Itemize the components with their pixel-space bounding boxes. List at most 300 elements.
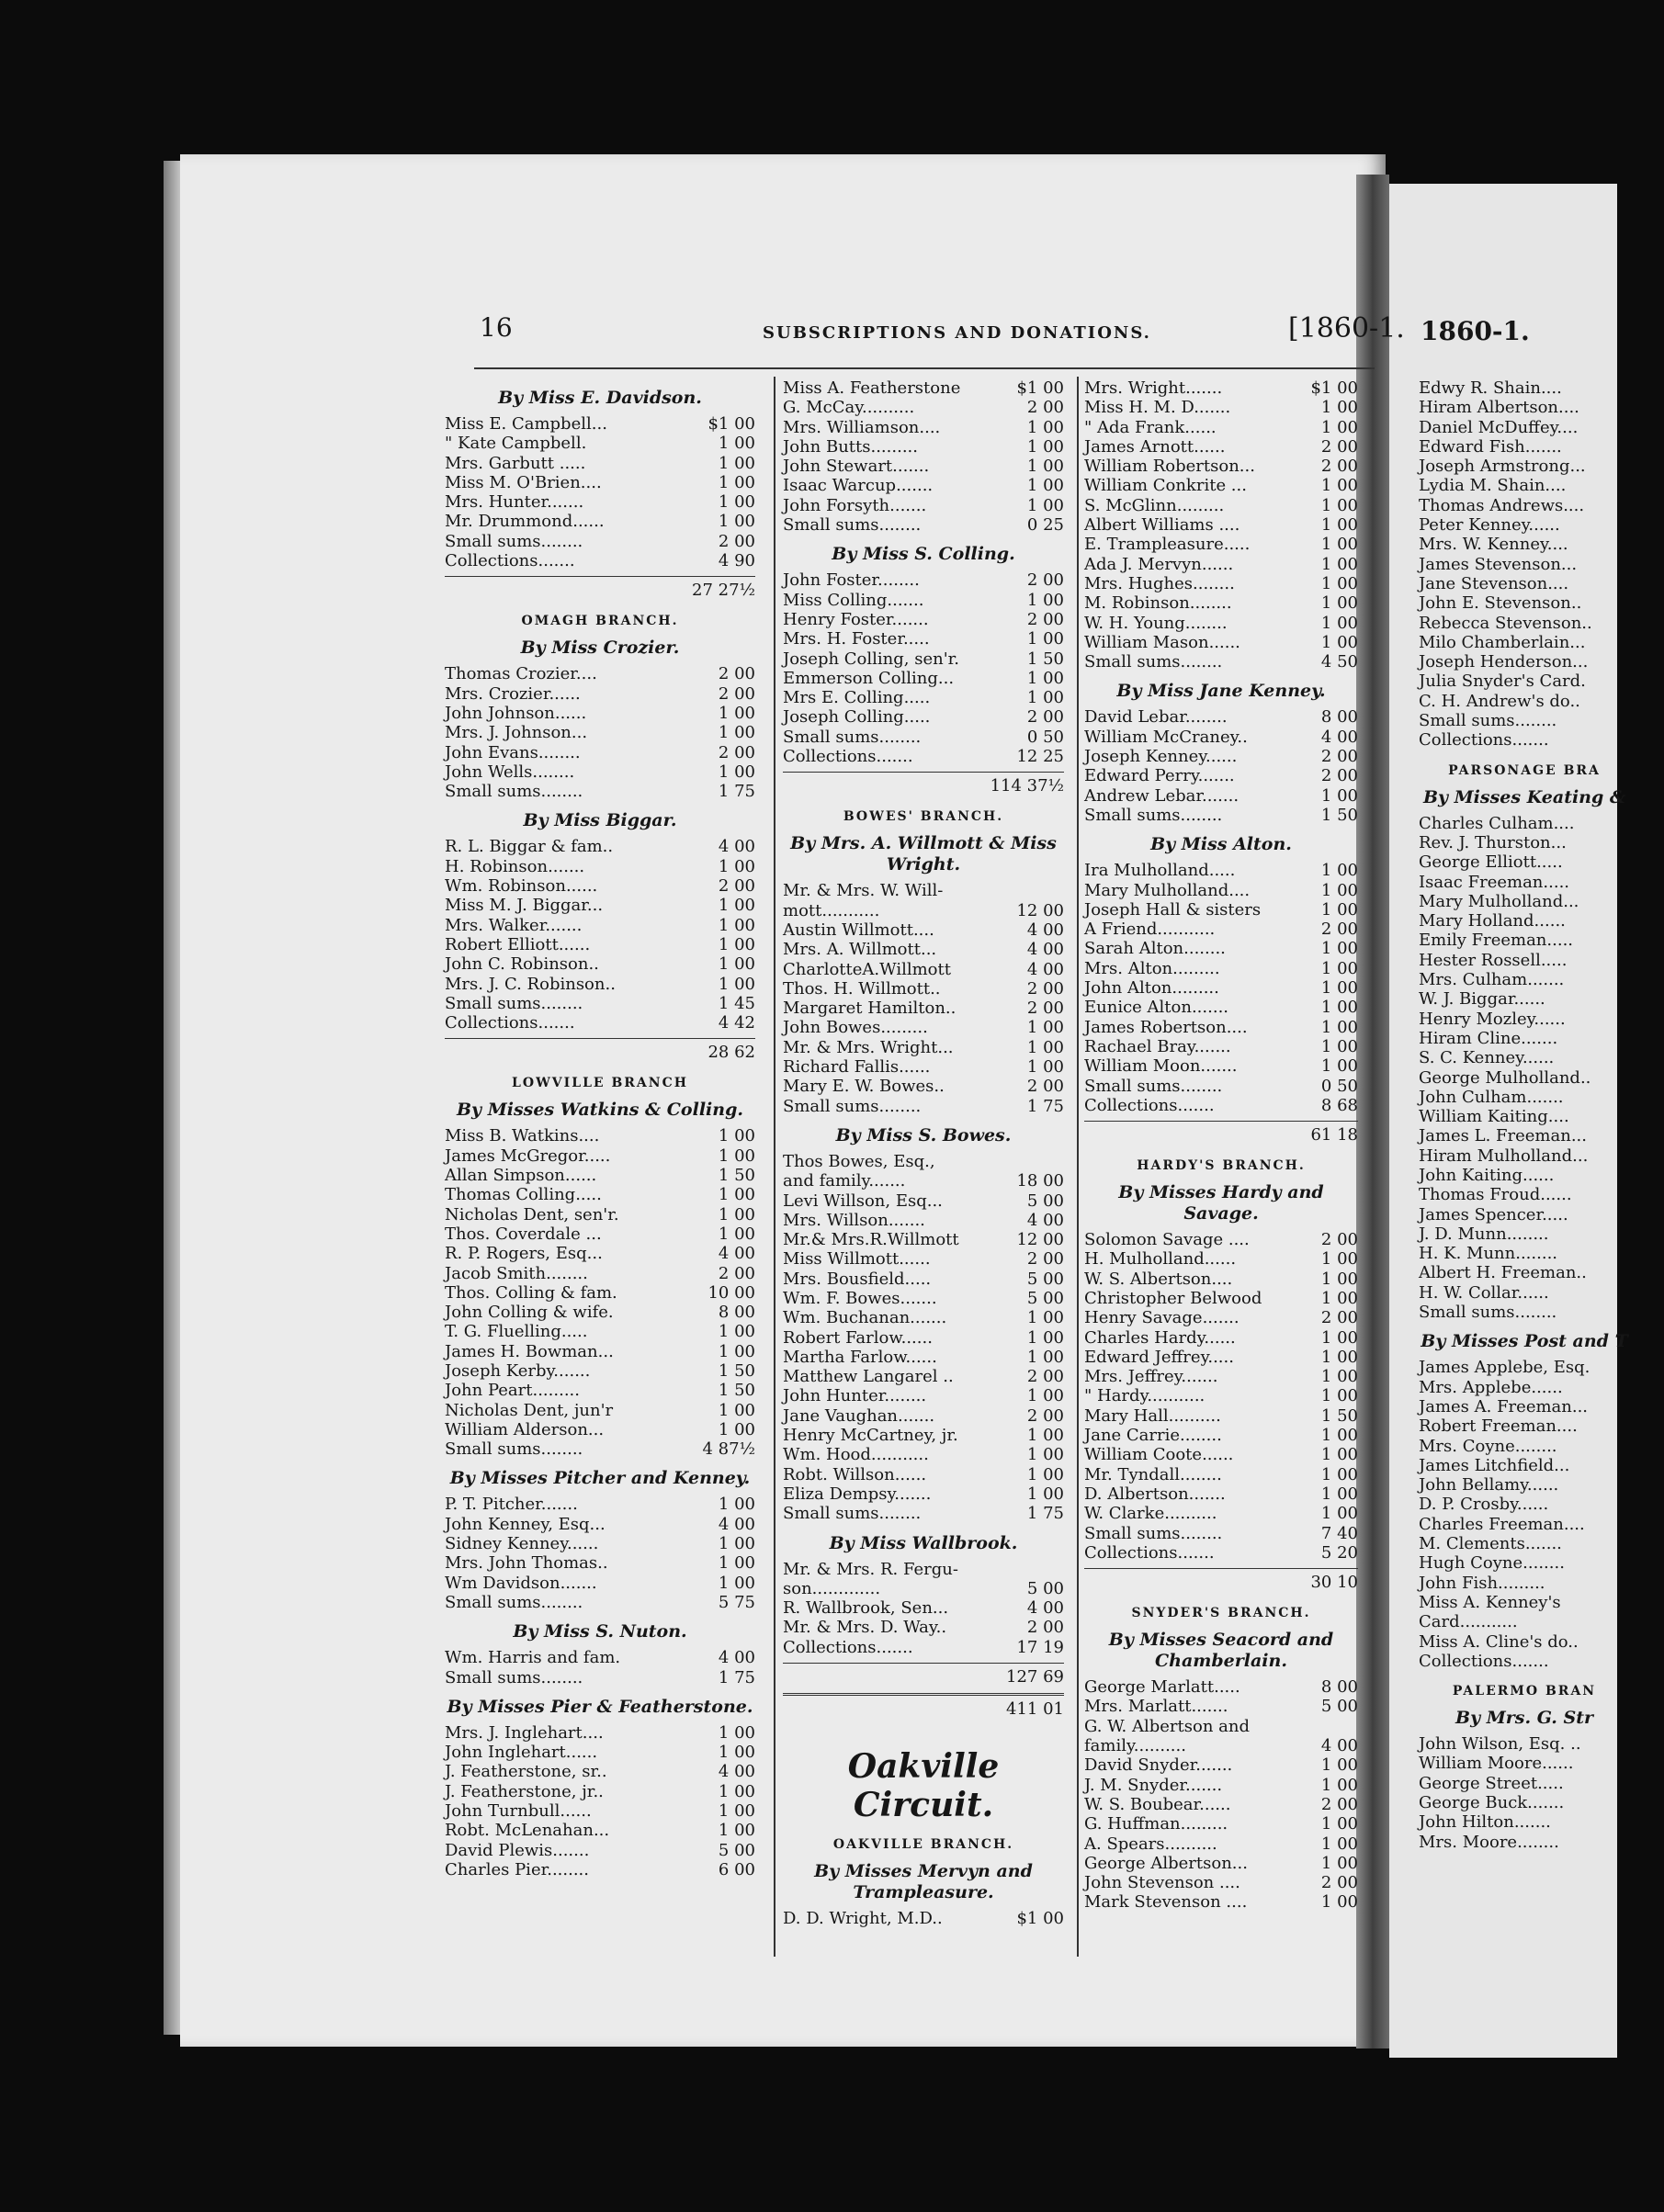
donor-name: Mary Mulholland... — [1419, 891, 1579, 911]
donor-name: Emily Freeman..... — [1419, 931, 1574, 951]
donation-row — [1084, 900, 1358, 920]
donation-row — [1084, 1795, 1358, 1814]
donor-name: and family....... — [783, 1171, 906, 1191]
donation-amount: 1 00 — [1026, 1426, 1064, 1446]
donor-name: Collections....... — [1419, 730, 1549, 750]
donation-amount — [1564, 1774, 1636, 1793]
donor-name: John Turnbull...... — [445, 1801, 592, 1822]
donation-amount: 1 00 — [1320, 1504, 1358, 1524]
subtotal-value: 61 18 — [1310, 1125, 1358, 1146]
donation-row — [445, 1495, 755, 1514]
donation-amount: $1 00 — [1016, 1909, 1064, 1929]
donation-row — [1419, 1593, 1630, 1612]
donation-amount: 1 00 — [718, 1126, 755, 1146]
donor-name: H. K. Munn........ — [1419, 1244, 1558, 1264]
donation-amount: 10 00 — [707, 1282, 755, 1303]
donor-name: John Wells........ — [445, 762, 575, 782]
donation-row — [1419, 1088, 1630, 1107]
donation-amount: 4 00 — [1026, 959, 1064, 979]
donor-name: Card........... — [1419, 1612, 1518, 1632]
donation-row — [445, 1593, 755, 1612]
donation-row — [1419, 833, 1630, 852]
donor-name: D. Albertson....... — [1084, 1484, 1226, 1504]
donor-name: James Applebe, Esq. — [1419, 1358, 1590, 1378]
donation-row — [1084, 1426, 1358, 1445]
donation-amount: 2 00 — [1026, 1618, 1064, 1638]
donation-amount: 1 00 — [1320, 495, 1358, 515]
donation-row — [1419, 1358, 1630, 1377]
donor-name: Mrs. Culham....... — [1419, 970, 1565, 990]
donor-name: Joseph Henderson... — [1419, 652, 1589, 672]
donation-row — [1084, 1834, 1358, 1854]
donation-amount: 1 00 — [718, 896, 755, 916]
donor-name: Wm Davidson....... — [445, 1573, 597, 1593]
donation-amount: 2 00 — [1320, 920, 1358, 940]
donation-row — [1084, 1504, 1358, 1523]
donation-amount — [1559, 1833, 1631, 1852]
donation-amount: 1 00 — [1320, 632, 1358, 652]
donation-amount: 12 00 — [1016, 1230, 1064, 1250]
donation-amount: 1 00 — [1320, 573, 1358, 593]
donation-row — [1084, 535, 1358, 554]
donation-row — [783, 1191, 1064, 1211]
donation-row — [1084, 457, 1358, 476]
donor-name: Edwy R. Shain.... — [1419, 378, 1562, 398]
donor-name: Mrs. Wright....... — [1084, 378, 1223, 398]
donor-name: Miss Willmott...... — [783, 1249, 931, 1270]
donor-name: Mr. Drummond...... — [445, 512, 605, 532]
donor-name: Small sums........ — [445, 993, 583, 1013]
donor-name: Small sums........ — [783, 1096, 922, 1116]
donation-row — [1419, 672, 1630, 691]
donor-name: Eunice Alton....... — [1084, 998, 1229, 1018]
donation-amount — [1558, 1029, 1630, 1048]
donation-row — [445, 434, 755, 453]
donor-name: Edward Jeffrey..... — [1084, 1347, 1234, 1367]
donation-row — [783, 1230, 1064, 1249]
donor-name: Jane Vaughan....... — [783, 1405, 935, 1426]
donation-amount: 1 00 — [1026, 417, 1064, 437]
donation-row — [1084, 555, 1358, 574]
donation-row — [1419, 476, 1630, 495]
donation-amount — [1590, 1358, 1661, 1377]
donation-row — [445, 975, 755, 994]
donation-row — [1084, 515, 1358, 535]
donation-row — [1419, 418, 1630, 437]
donation-row — [1419, 535, 1630, 554]
donor-name: Robert Farlow...... — [783, 1327, 933, 1348]
donation-row — [1084, 1270, 1358, 1289]
donor-name: Thomas Crozier.... — [445, 664, 597, 684]
donation-row — [1084, 1037, 1358, 1056]
branch-heading: LOWVILLE BRANCH — [512, 1076, 688, 1091]
donation-amount — [1567, 951, 1638, 970]
donation-amount: 4 42 — [718, 1013, 755, 1033]
donor-name: Robert Freeman.... — [1419, 1416, 1578, 1437]
donor-name: John Stewart....... — [783, 457, 930, 477]
donor-name: Joseph Colling, sen'r. — [783, 649, 959, 669]
donor-name: Mrs. Alton......... — [1084, 958, 1220, 978]
donation-amount — [1558, 1048, 1630, 1067]
donation-row — [1419, 1437, 1630, 1456]
facing-page-year: 1860-1. — [1421, 316, 1530, 346]
donation-amount: 2 00 — [1320, 457, 1358, 477]
donor-name: Mrs. H. Foster..... — [783, 629, 930, 649]
donation-amount: 4 00 — [1320, 1736, 1358, 1756]
donation-amount: 1 00 — [718, 512, 755, 532]
donation-row — [783, 1426, 1064, 1445]
donor-name: Collections....... — [445, 1013, 575, 1033]
donor-name: Joseph Hall & sisters — [1084, 899, 1262, 920]
donation-row — [1419, 1397, 1630, 1416]
donation-amount: 1 00 — [1320, 398, 1358, 418]
donation-amount: 1 50 — [718, 1166, 755, 1186]
donor-name: H. Mulholland...... — [1084, 1249, 1237, 1270]
donor-name: Thos Bowes, Esq., — [783, 1151, 935, 1171]
donor-name: Joseph Colling..... — [783, 707, 931, 728]
donation-amount: 1 00 — [718, 723, 755, 743]
donor-name: Mr. Tyndall........ — [1084, 1464, 1222, 1484]
donor-name: Sarah Alton........ — [1084, 939, 1226, 959]
donation-amount: 5 00 — [1026, 1578, 1064, 1598]
donation-amount: 1 00 — [1026, 436, 1064, 457]
donation-amount: 1 00 — [1320, 1426, 1358, 1446]
donor-name: Ada J. Mervyn...... — [1084, 554, 1234, 574]
donor-name: Robt. Willson...... — [783, 1464, 927, 1484]
donation-amount: 7 40 — [1320, 1523, 1358, 1543]
column-divider — [1077, 377, 1079, 1957]
donation-row — [445, 876, 755, 896]
donation-row — [445, 1401, 755, 1420]
collector-heading: By Misses Watkins & Colling. — [457, 1100, 743, 1121]
donation-amount: 8 00 — [718, 1303, 755, 1323]
donation-row — [1084, 574, 1358, 593]
donation-amount — [1586, 457, 1658, 476]
donation-amount: 4 87½ — [702, 1439, 755, 1460]
donation-amount: 1 00 — [1320, 1327, 1358, 1348]
column-4-facing — [1419, 378, 1630, 1852]
donor-name: Jacob Smith........ — [445, 1263, 588, 1283]
donation-amount: 4 00 — [718, 1244, 755, 1264]
donation-amount: 1 00 — [718, 1322, 755, 1342]
donation-amount: 2 00 — [718, 742, 755, 762]
donation-amount: 1 50 — [1320, 1405, 1358, 1426]
donation-row — [445, 1801, 755, 1821]
donor-name: Small sums........ — [1084, 805, 1223, 825]
donation-row — [783, 1909, 1064, 1928]
donation-row — [1084, 1406, 1358, 1426]
branch-heading: HARDY'S BRANCH. — [1137, 1158, 1306, 1174]
donation-amount: 2 00 — [1320, 1308, 1358, 1328]
donor-name: James Stevenson... — [1419, 554, 1578, 574]
donor-name: Mrs. Moore........ — [1419, 1832, 1559, 1852]
donor-name: William Kaiting.... — [1419, 1107, 1569, 1127]
donor-name: Miss Colling....... — [783, 590, 924, 610]
donor-name: Albert H. Freeman.. — [1419, 1263, 1587, 1283]
donation-amount: 1 75 — [718, 1667, 755, 1687]
donor-name: family.......... — [1084, 1736, 1186, 1756]
donation-amount — [1558, 1812, 1630, 1832]
donation-amount: 1 00 — [718, 1341, 755, 1361]
donation-amount — [992, 881, 1064, 900]
donation-amount: 1 00 — [718, 1743, 755, 1763]
donor-name: John Bowes......... — [783, 1018, 928, 1038]
donor-name: William Conkrite ... — [1084, 476, 1247, 496]
donation-amount — [1588, 652, 1659, 672]
donor-name: Mrs. Marlatt....... — [1084, 1697, 1228, 1717]
donor-name: John Peart......... — [445, 1381, 580, 1401]
donation-row — [1084, 614, 1358, 633]
donor-name: John Stevenson .... — [1084, 1873, 1240, 1893]
column-2 — [783, 378, 1064, 1928]
donor-name: John Hunter........ — [783, 1386, 927, 1406]
donation-row — [1084, 1677, 1358, 1697]
donation-amount: 4 00 — [718, 1648, 755, 1668]
donor-name: Small sums........ — [445, 1667, 583, 1687]
donor-name: Isaac Freeman..... — [1419, 872, 1570, 892]
donation-amount: 1 75 — [1026, 1504, 1064, 1524]
donation-amount — [1286, 1717, 1358, 1736]
donation-amount — [1579, 892, 1650, 911]
donor-name: John Culham....... — [1419, 1087, 1564, 1107]
donation-amount — [1592, 614, 1664, 633]
donor-name: Joseph Armstrong... — [1419, 457, 1586, 477]
donation-row — [1084, 747, 1358, 766]
donation-amount: 1 00 — [1320, 939, 1358, 959]
donation-row — [783, 999, 1064, 1018]
donor-name: Milo Chamberlain... — [1419, 632, 1586, 652]
donor-name: Robt. McLenahan... — [445, 1821, 610, 1841]
donor-name: Mrs. Walker....... — [445, 915, 583, 935]
donation-row — [1419, 1632, 1630, 1652]
donation-amount: 1 00 — [1026, 629, 1064, 649]
donation-amount: 0 50 — [1026, 727, 1064, 747]
donation-amount: 1 00 — [1026, 495, 1064, 515]
donation-amount — [1566, 911, 1637, 931]
donation-row — [1084, 1697, 1358, 1716]
donation-row — [783, 960, 1064, 979]
donor-name: Collections....... — [1084, 1095, 1215, 1115]
donation-row — [445, 1515, 755, 1534]
donation-row — [783, 496, 1064, 515]
donation-row — [1084, 728, 1358, 747]
collector-heading: By Miss Jane Kenney. — [1116, 681, 1326, 702]
donation-amount: 1 00 — [1320, 1036, 1358, 1056]
donor-name: W. J. Biggar...... — [1419, 989, 1545, 1010]
donation-amount: 1 00 — [718, 1419, 755, 1439]
donation-row — [1419, 1244, 1630, 1263]
donation-row — [445, 1322, 755, 1341]
donation-amount: 1 00 — [1320, 899, 1358, 920]
donation-row — [783, 1289, 1064, 1308]
donation-amount: 5 00 — [1320, 1697, 1358, 1717]
donor-name: John Bellamy...... — [1419, 1475, 1559, 1495]
donation-row — [1084, 1873, 1358, 1892]
donor-name: John Colling & wife. — [445, 1303, 614, 1323]
donation-row — [1084, 1755, 1358, 1775]
donation-amount: 1 00 — [1320, 1445, 1358, 1465]
donation-amount — [1566, 1010, 1637, 1029]
donation-amount — [1574, 814, 1646, 833]
donor-name: Collections....... — [1084, 1542, 1215, 1563]
donation-row — [1419, 1010, 1630, 1029]
donor-name: Small sums........ — [445, 1592, 583, 1612]
subtotal-value: 127 69 — [1006, 1667, 1064, 1687]
subtotal-value: 27 27½ — [692, 581, 755, 601]
donation-row — [1084, 806, 1358, 825]
donor-name: Mrs. Coyne........ — [1419, 1436, 1557, 1456]
donation-row — [1419, 1107, 1630, 1126]
donation-amount: $1 00 — [1310, 378, 1358, 398]
donation-amount — [1565, 1553, 1636, 1573]
donation-row — [783, 1308, 1064, 1327]
donor-name: Small sums........ — [1084, 1523, 1223, 1543]
donation-amount: 8 68 — [1320, 1095, 1358, 1115]
donation-amount: 1 00 — [1026, 688, 1064, 708]
donor-name: Edward Fish....... — [1419, 436, 1562, 457]
donor-name: Mary Hall.......... — [1084, 1405, 1221, 1426]
donor-name: John Hilton....... — [1419, 1812, 1551, 1833]
donation-row — [445, 512, 755, 531]
donor-name: " Kate Campbell. — [445, 434, 587, 454]
donor-name: Collections....... — [445, 551, 575, 571]
donation-row — [445, 473, 755, 492]
donation-amount — [1587, 1126, 1658, 1146]
donor-name: John Evans........ — [445, 742, 581, 762]
donor-name: J. Featherstone, jr.. — [445, 1781, 604, 1801]
donation-amount — [1558, 1166, 1630, 1185]
donation-amount — [1568, 1205, 1640, 1224]
subtotal-value: 28 62 — [707, 1043, 755, 1063]
donation-amount — [1561, 1593, 1633, 1612]
donor-name: Mark Stevenson .... — [1084, 1892, 1248, 1913]
donation-row — [783, 378, 1064, 398]
donation-amount: 1 00 — [718, 1534, 755, 1554]
donation-amount: 2 00 — [1026, 609, 1064, 629]
donor-name: William Moon....... — [1084, 1056, 1238, 1077]
donation-row — [1084, 496, 1358, 515]
donation-amount — [1578, 418, 1649, 437]
subtotal-value: 411 01 — [1006, 1699, 1064, 1720]
subtotal-value: 114 37½ — [990, 776, 1064, 796]
donation-amount: 2 00 — [718, 664, 755, 684]
donation-amount: 1 00 — [1026, 1347, 1064, 1367]
donation-amount — [1560, 515, 1632, 535]
donor-name: John Inglehart...... — [445, 1743, 598, 1763]
collector-heading: By Misses Seacord and Chamberlain. — [1108, 1630, 1334, 1672]
donation-amount: 4 00 — [718, 1514, 755, 1534]
donation-amount: 1 00 — [1026, 1464, 1064, 1484]
donation-row — [445, 782, 755, 801]
donation-row — [783, 570, 1064, 590]
donation-row — [1084, 1348, 1358, 1367]
donation-row — [1084, 1736, 1358, 1755]
donation-row — [445, 414, 755, 434]
donor-name: William Alderson... — [445, 1419, 605, 1439]
donation-row — [783, 1386, 1064, 1405]
donation-amount: 1 00 — [718, 1185, 755, 1205]
donor-name: George Street..... — [1419, 1773, 1564, 1793]
donor-name: Thomas Froud...... — [1419, 1185, 1572, 1205]
donation-amount: 1 00 — [1320, 613, 1358, 633]
donor-name: Mrs. Hunter....... — [445, 492, 584, 513]
donation-amount: 1 00 — [1320, 1288, 1358, 1308]
donor-name: Julia Snyder's Card. — [1419, 672, 1586, 692]
donation-row — [1419, 1456, 1630, 1475]
donation-row — [783, 1367, 1064, 1386]
donation-row — [783, 1328, 1064, 1348]
donor-name: M. Clements....... — [1419, 1534, 1562, 1554]
donation-row — [445, 1534, 755, 1553]
donation-row — [445, 1185, 755, 1204]
donor-name: G. Huffman......... — [1084, 1814, 1228, 1834]
donation-row — [1084, 1445, 1358, 1464]
donation-row — [783, 688, 1064, 707]
donation-row — [1084, 939, 1358, 958]
donation-row — [1084, 978, 1358, 998]
donation-row — [445, 743, 755, 762]
donation-row — [783, 1018, 1064, 1037]
branch-heading: OMAGH BRANCH. — [521, 614, 679, 629]
donation-row — [1084, 786, 1358, 806]
donation-amount: 5 75 — [718, 1592, 755, 1612]
donation-amount: 1 00 — [1320, 880, 1358, 900]
donor-name: Hiram Cline....... — [1419, 1028, 1558, 1048]
donation-row — [783, 515, 1064, 535]
donation-row — [1419, 555, 1630, 574]
collector-heading: By Misses Mervyn and Trampleasure. — [814, 1861, 1033, 1903]
donation-amount — [1579, 1632, 1650, 1652]
donation-row — [783, 1598, 1064, 1618]
donation-row — [1084, 1289, 1358, 1308]
donor-name: Miss H. M. D....... — [1084, 398, 1231, 418]
donation-amount: 1 00 — [718, 1801, 755, 1822]
donation-row — [1419, 1754, 1630, 1773]
branch-heading: SNYDER'S BRANCH. — [1131, 1606, 1311, 1621]
donation-row — [783, 1057, 1064, 1077]
donation-row — [445, 896, 755, 915]
donation-row — [1084, 1077, 1358, 1096]
donation-amount: 12 00 — [1016, 900, 1064, 920]
donation-row — [1084, 1543, 1358, 1563]
donation-row — [1084, 920, 1358, 939]
donation-row — [1084, 1056, 1358, 1076]
donor-name: James Robertson.... — [1084, 1017, 1248, 1037]
collector-heading: By Miss S. Nuton. — [513, 1621, 687, 1642]
donation-amount: 1 00 — [718, 434, 755, 454]
donation-row — [783, 1097, 1064, 1116]
donor-name: John E. Stevenson.. — [1419, 593, 1582, 614]
donation-amount — [1558, 1574, 1630, 1593]
collector-heading: By Misses Hardy and Savage. — [1118, 1182, 1324, 1224]
donation-amount: 2 00 — [1026, 1249, 1064, 1270]
donor-name: Peter Kenney...... — [1419, 515, 1560, 536]
donor-name: Mary Holland...... — [1419, 911, 1566, 931]
donation-row — [1084, 1465, 1358, 1484]
donation-row — [783, 398, 1064, 417]
donation-row — [1419, 1416, 1630, 1436]
donor-name: Miss A. Kenney's — [1419, 1592, 1561, 1612]
donation-row — [1084, 1308, 1358, 1327]
donation-amount — [1558, 1303, 1630, 1322]
donation-row — [783, 881, 1064, 900]
donation-amount: 1 00 — [1320, 1464, 1358, 1484]
donation-row — [1084, 1854, 1358, 1873]
donation-amount: 1 00 — [1320, 1249, 1358, 1270]
donor-name: S. McGlinn......... — [1084, 495, 1225, 515]
donor-name: T. G. Fluelling..... — [445, 1322, 588, 1342]
donation-amount — [1558, 1612, 1630, 1631]
